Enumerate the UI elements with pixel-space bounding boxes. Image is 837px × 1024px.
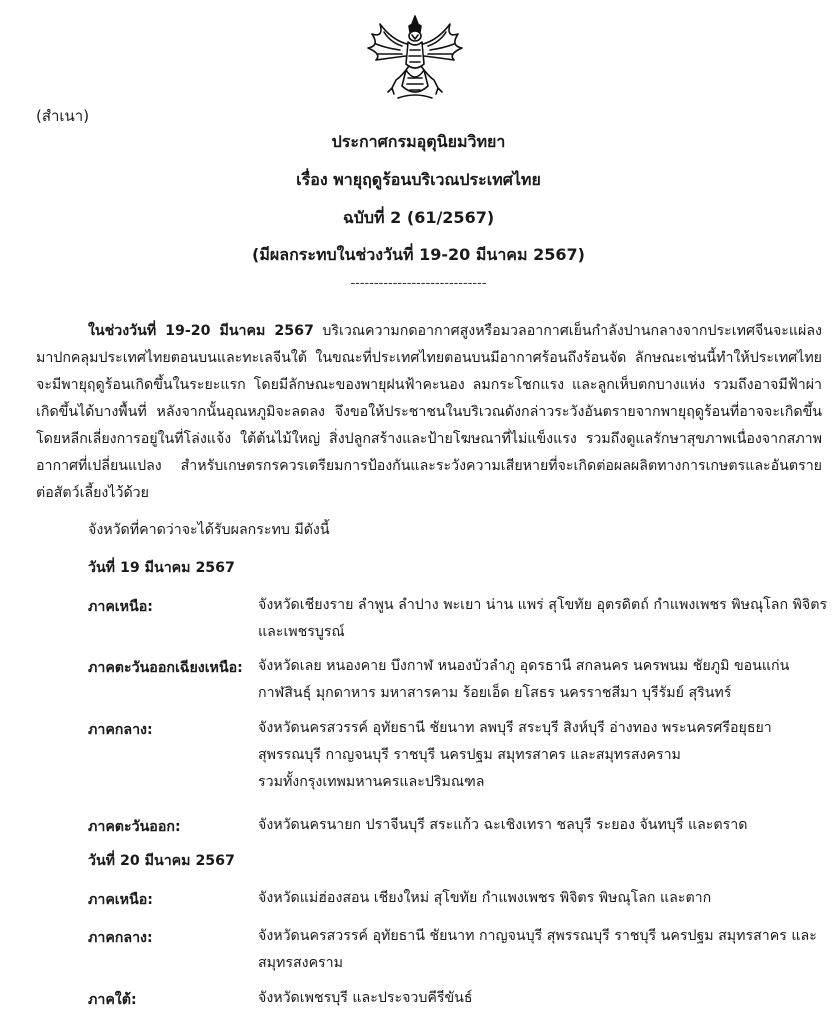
day-title: วันที่ 20 มีนาคม 2567: [88, 853, 235, 869]
body-text: บริเวณความกดอากาศสูงหรือมวลอากาศเย็นกำลังปานกลางจากประเทศจีนจะแผ่ลงมาปกคลุมประเทศไทยตอนบนและทะเลจีนใต้ ในขณะที่ประเทศไทยตอนบนมีอากาศร้อนถึงร้อนจัด ลักษณะเช่นนี้ทำให้ประเทศไทยจะมีพายุฤดูร้อนเกิดขึ้นในระยะแรก โดยมีลักษณะของพายุฝนฟ้าคะนอง ลมกระโชกแรง และลูกเห็บตกบางแห่ง รวมถึงอาจมีฟ้าผ่าเกิดขึ้นได้บางพื้นที่ หลังจากนั้นอุณหภูมิจะลดลง จึงขอให้ประชาชนในบริเวณดังกล่าวระวังอันตรายจากพายุฤดูร้อนที่อาจจะเกิดขึ้น โดยหลีกเลี่ยงการอยู่ในที่โล่งแจ้ง ใต้ต้นไม้ใหญ่ สิ่งปลูกสร้างและป้ายโฆษณาที่ไม่แข็งแรง รวมถึงดูแลรักษาสุขภาพเนื่องจากสภาพอากาศที่เปลี่ยนแปลง สำหรับเกษตรกรควรเตรียมการป้องกันและระวังความเสียหายที่จะเกิดต่อผลผลิตทางการเกษตรและอันตรายต่อสัตว์เลี้ยงไว้ด้วย: [36, 323, 822, 501]
announcement-title: ประกาศกรมอุตุนิยมวิทยา: [331, 132, 506, 151]
region-provinces-main: จังหวัดนครสวรรค์ อุทัยธานี ชัยนาท ลพบุรี สระบุรี สิงห์บุรี อ่างทอง พระนครศรีอยุธยา สุพรรณบุรี กาญจนบุรี ราชบุรี นครปฐม สมุทรสาคร และสมุทรสงคราม: [258, 720, 772, 763]
region-provinces: จังหวัดนครสวรรค์ อุทัยธานี ชัยนาท กาญจนบุรี สุพรรณบุรี ราชบุรี นครปฐม สมุทรสาคร และสมุทรสงคราม: [258, 928, 817, 971]
region-provinces: จังหวัดแม่ฮ่องสอน เชียงใหม่ สุโขทัย กำแพงเพชร พิจิตร พิษณุโลก และตาก: [258, 890, 712, 906]
region-label: ภาคกลาง:: [88, 930, 153, 946]
region-label: ภาคใต้:: [88, 992, 137, 1008]
region-provinces-extra: รวมทั้งกรุงเทพมหานครและปริมณฑล: [258, 774, 485, 790]
section-divider: -----------------------------: [350, 276, 487, 291]
region-label: ภาคกลาง:: [88, 722, 153, 738]
region-label: ภาคตะวันออก:: [88, 819, 181, 835]
day-title: วันที่ 19 มีนาคม 2567: [88, 560, 235, 576]
region-provinces: จังหวัดเชียงราย ลำพูน ลำปาง พะเยา น่าน แพร่ สุโขทัย อุตรดิตถ์ กำแพงเพชร พิษณุโลก พิจิตร และเพชรบูรณ์: [258, 597, 828, 640]
garuda-emblem-icon: [362, 14, 468, 102]
body-lead: ในช่วงวันที่ 19-20 มีนาคม 2567: [88, 323, 314, 339]
announcement-effective-period: (มีผลกระทบในช่วงวันที่ 19-20 มีนาคม 2567): [252, 245, 585, 264]
announcement-subject: เรื่อง พายุฤดูร้อนบริเวณประเทศไทย: [296, 170, 541, 189]
announcement-number: ฉบับที่ 2 (61/2567): [342, 208, 495, 227]
region-provinces: จังหวัดนครนายก ปราจีนบุรี สระแก้ว ฉะเชิงเทรา ชลบุรี ระยอง จันทบุรี และตราด: [258, 817, 748, 833]
region-provinces: [258, 715, 828, 796]
body-paragraph: [36, 318, 822, 507]
region-provinces: จังหวัดเพชรบุรี และประจวบคีรีขันธ์: [258, 990, 473, 1006]
region-provinces: จังหวัดเลย หนองคาย บึงกาฬ หนองบัวลำภู อุดรธานี สกลนคร นครพนม ชัยภูมิ ขอนแก่น กาฬสินธุ์ มุกดาหาร มหาสารคาม ร้อยเอ็ด ยโสธร นครราชสีมา บุรีรัมย์ สุรินทร์: [258, 658, 790, 701]
region-label: ภาคเหนือ:: [88, 599, 153, 615]
affected-provinces-intro: จังหวัดที่คาดว่าจะได้รับผลกระทบ มีดังนี้: [88, 522, 330, 538]
region-label: ภาคเหนือ:: [88, 892, 153, 908]
region-label: ภาคตะวันออกเฉียงเหนือ:: [88, 660, 243, 676]
copy-label: (สำเนา): [36, 107, 90, 125]
